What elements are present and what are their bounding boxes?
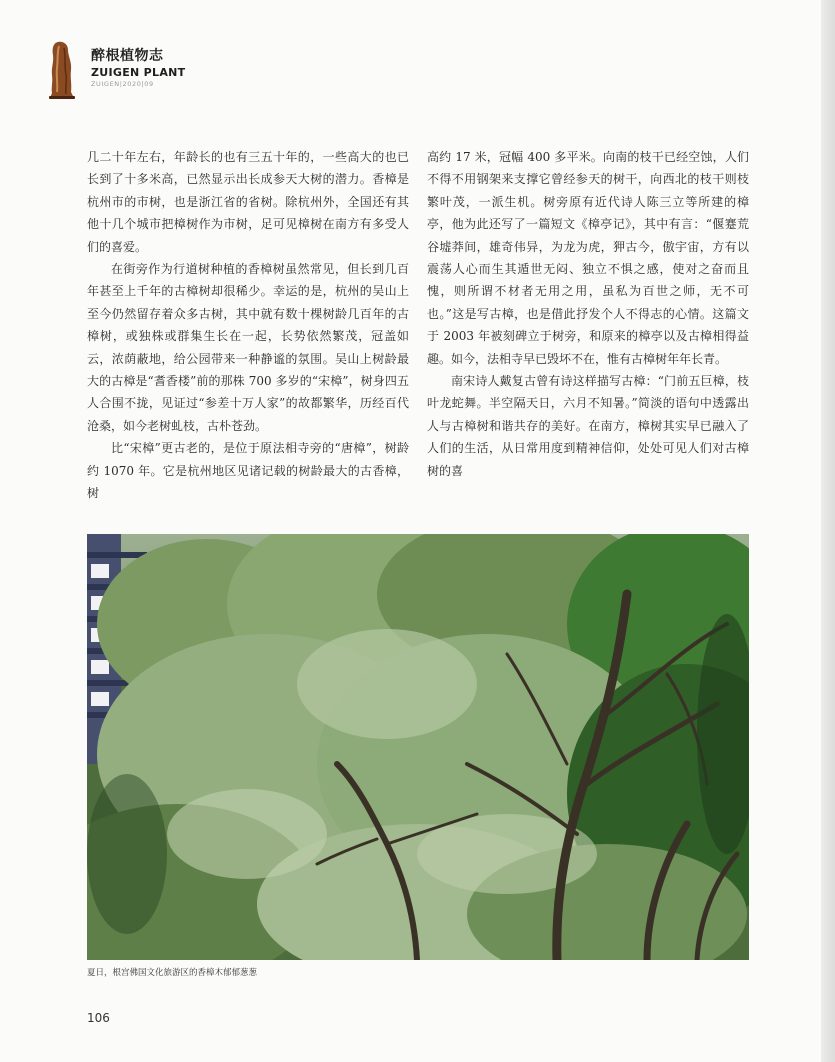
article-column-right bbox=[427, 146, 749, 482]
photo-caption: 夏日，根宫佛国文化旅游区的香樟木郁郁葱葱 bbox=[87, 968, 258, 978]
paragraph: 在街旁作为行道树种植的香樟树虽然常见，但长到几百年甚至上千年的古樟树却很稀少。幸运的是，杭州的吴山上至今仍然留存着众多古树，其中就有数十棵树龄几百年的古樟树，或独株或群集生长在一起，长势依然繁茂，冠盖如云，浓荫蔽地，给公园带来一种静谧的氛围。吴山上树龄最大的古樟是“耆香楼”前的那株 700 多岁的“宋樟”，树身四五人合围不拢，见证过“参差十万人家”的故都繁华，历经百代沧桑，如今老树虬枝，古朴苍劲。 bbox=[87, 262, 409, 433]
page-edge bbox=[821, 0, 835, 1062]
paragraph: 比“宋樟”更古老的，是位于原法相寺旁的“唐樟”，树龄约 1070 年。它是杭州地区见诸记载的树龄最大的古香樟，树 bbox=[87, 441, 409, 501]
paragraph: 高约 17 米，冠幅 400 多平米。向南的枝干已经空蚀，人们不得不用钢架来支撑它曾经参天的树干，向西北的枝干则枝繁叶茂，一派生机。树旁原有近代诗人陈三立等所建的樟亭，他为此还写了一篇短文《樟亭记》，其中有言：“偃蹇荒谷墟莽间，雄奇伟异，为龙为虎，狎古今，傲宇宙，方有以震荡人心而生其遁世无闷、独立不惧之感，使对之奋而且愧，则所谓不材者无用之用，虽私为百世之师，无不可也。”这是写古樟，也是借此抒发个人不得志的心情。这篇文于 2003 年被刻碑立于树旁，和原来的樟亭以及古樟相得益趣。如今，法相寺早已毁坏不在，惟有古樟树年年长青。 bbox=[427, 150, 749, 366]
camphor-trees-photo bbox=[87, 534, 749, 960]
paragraph: 几二十年左右，年龄长的也有三五十年的，一些高大的也已长到了十多米高，已然显示出长成参天大树的潜力。香樟是杭州市的市树，也是浙江省的省树。除杭州外，全国还有其他十几个城市把樟树作为市树，足可见樟树在南方有多受人们的喜爱。 bbox=[87, 150, 409, 254]
brand-block bbox=[91, 49, 185, 88]
issue-label: ZUIGEN|2020|09 bbox=[91, 80, 154, 88]
paragraph: 南宋诗人戴复古曾有诗这样描写古樟：“门前五巨樟，枝叶龙蛇舞。半空隔天日，六月不知暑。”简淡的语句中透露出人与古樟树和谐共存的美好。在南方，樟树其实早已融入了人们的生活，从日常用度到精神信仰，处处可见人们对古樟树的喜 bbox=[427, 374, 749, 478]
page-number: 106 bbox=[87, 1011, 110, 1025]
root-sculpture-logo-icon bbox=[46, 40, 78, 100]
article-column-left bbox=[87, 146, 409, 505]
brand-name-en: ZUIGEN PLANT bbox=[91, 66, 186, 79]
brand-name-cn: 醉根植物志 bbox=[91, 48, 164, 64]
